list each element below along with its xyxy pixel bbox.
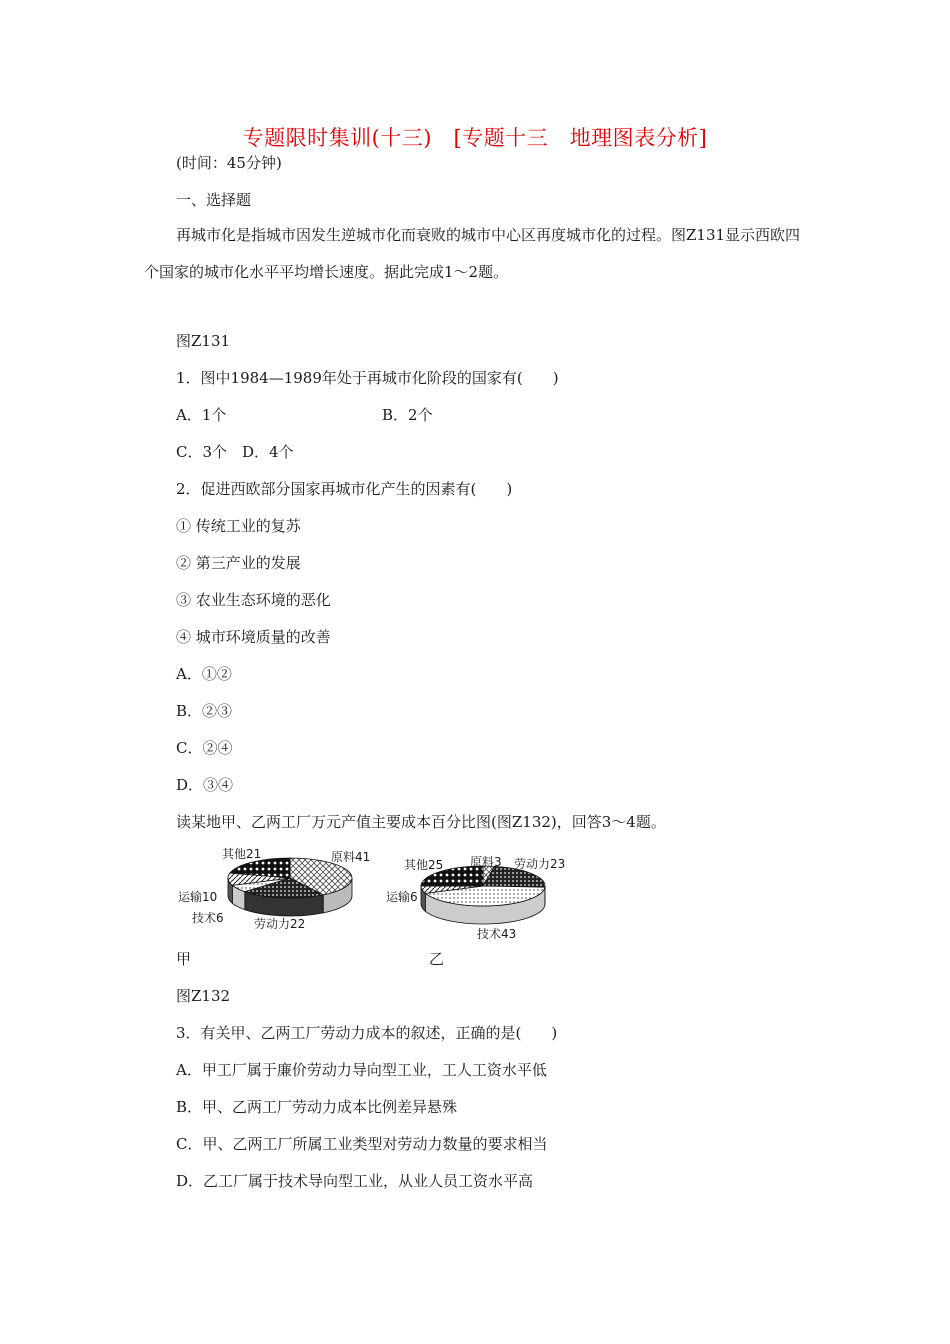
chart-title-yi: 乙 — [429, 950, 445, 968]
question-1-option-b: B．2个 — [382, 406, 433, 424]
intro-paragraph-1: 再城市化是指城市因发生逆城市化而衰败的城市中心区再度城市化的过程。图Z131显示西欧四个国家的城市化水平平均增长速度。据此完成1～2题。 — [144, 226, 801, 281]
question-2-option: A．①② — [176, 665, 232, 683]
slice-label: 其他25 — [404, 858, 444, 872]
question-2-stem: 2．促进西欧部分国家再城市化产生的因素有( ) — [176, 480, 513, 498]
slice-label: 运输10 — [178, 890, 218, 904]
question-2-option: D．③④ — [176, 776, 234, 794]
question-1-option-cd: C．3个 D．4个 — [176, 443, 294, 461]
question-3-stem: 3．有关甲、乙两工厂劳动力成本的叙述，正确的是( ) — [176, 1024, 558, 1042]
question-2-option: C．②④ — [176, 739, 233, 757]
slice-label: 原料41 — [331, 850, 371, 864]
slice-label: 劳动力23 — [514, 857, 566, 871]
chart-title-jia: 甲 — [176, 950, 192, 968]
slice-label: 原料3 — [470, 855, 502, 869]
slice-label: 劳动力22 — [254, 917, 306, 931]
intro-paragraph-2: 读某地甲、乙两工厂万元产值主要成本百分比图(图Z132)，回答3～4题。 — [176, 813, 666, 831]
section-heading: 一、选择题 — [176, 191, 252, 209]
question-2-item: ① 传统工业的复苏 — [176, 517, 301, 535]
slice-label: 技术6 — [192, 911, 224, 925]
question-3-option: B．甲、乙两工厂劳动力成本比例差异悬殊 — [176, 1098, 458, 1116]
question-2-item: ③ 农业生态环境的恶化 — [176, 591, 331, 609]
pie-chart-yi — [384, 848, 584, 948]
pie-chart-jia — [176, 842, 376, 942]
question-2-item: ④ 城市环境质量的改善 — [176, 628, 331, 646]
page-title: 专题限时集训(十三) [专题十三 地理图表分析] — [242, 126, 708, 150]
question-1-stem: 1．图中1984—1989年处于再城市化阶段的国家有( ) — [176, 369, 559, 387]
slice-label: 运输6 — [386, 890, 418, 904]
question-3-option: D．乙工厂属于技术导向型工业，从业人员工资水平高 — [176, 1172, 534, 1190]
figure-caption-2: 图Z132 — [176, 987, 231, 1005]
question-2-item: ② 第三产业的发展 — [176, 554, 301, 572]
question-3-option: A．甲工厂属于廉价劳动力导向型工业，工人工资水平低 — [176, 1061, 547, 1079]
slice-label: 技术43 — [477, 927, 517, 941]
time-limit: (时间：45分钟) — [176, 154, 282, 172]
figure-caption-1: 图Z131 — [176, 332, 231, 350]
slice-label: 其他21 — [222, 847, 262, 861]
question-2-option: B．②③ — [176, 702, 233, 720]
question-1-option-a: A．1个 — [176, 406, 227, 424]
question-3-option: C．甲、乙两工厂所属工业类型对劳动力数量的要求相当 — [176, 1135, 548, 1153]
